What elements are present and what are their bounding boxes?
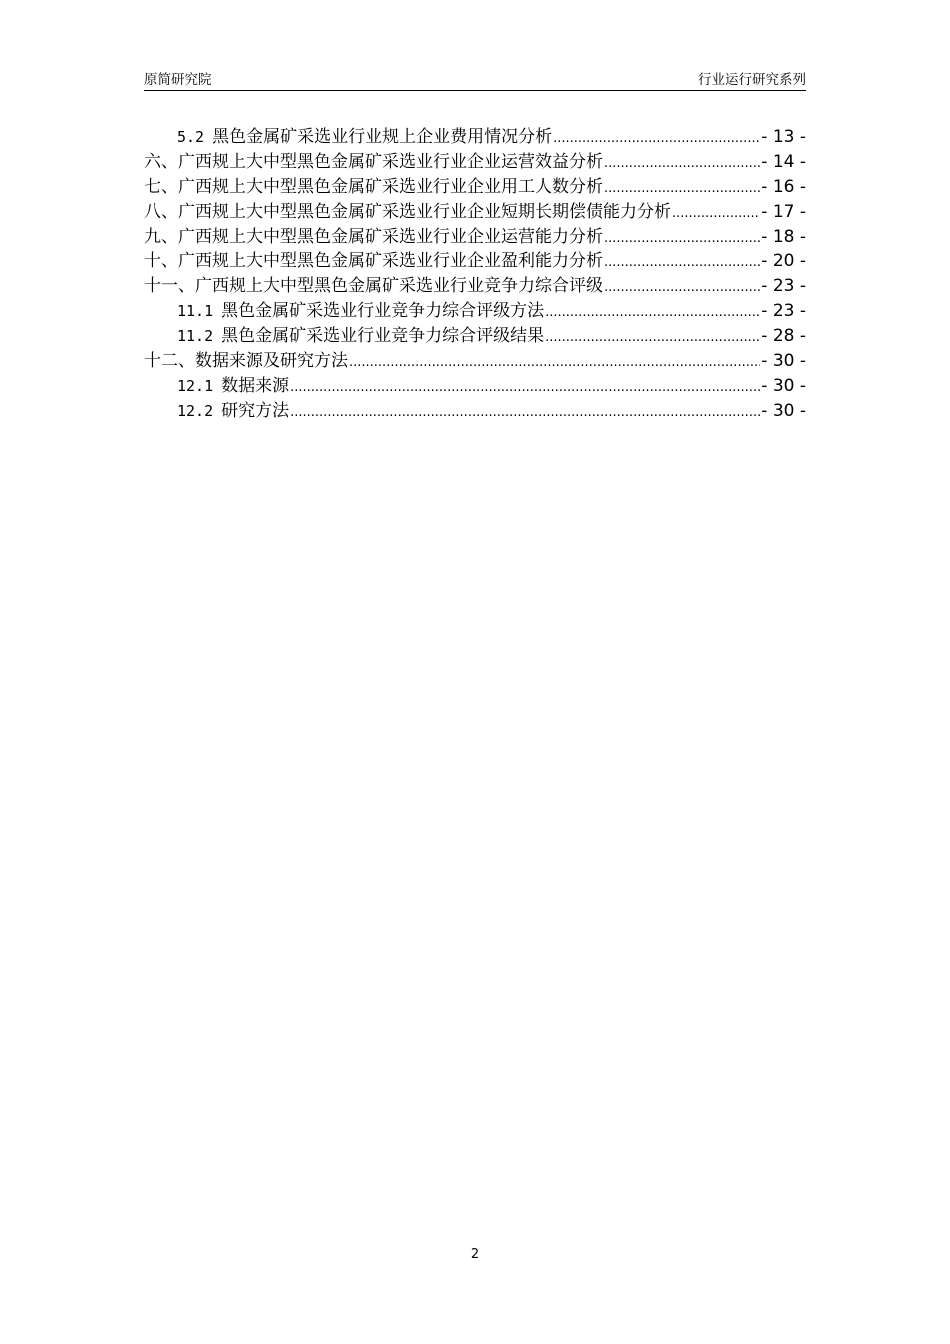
toc-entry[interactable] <box>144 150 806 175</box>
page-number: 2 <box>470 1247 480 1262</box>
toc-entry-title: 六、广西规上大中型黑色金属矿采选业行业企业运营效益分析 <box>144 151 603 172</box>
toc-entry[interactable] <box>144 399 806 424</box>
toc-entry-page: - 17 - <box>761 201 806 222</box>
toc-entry[interactable] <box>144 324 806 349</box>
toc-entry-number: 11.2 <box>177 327 214 346</box>
toc-entry-page: - 20 - <box>761 251 806 272</box>
toc-leader-dots <box>553 127 760 150</box>
toc-entry-page: - 30 - <box>761 351 806 372</box>
toc-entry-page: - 23 - <box>761 301 806 322</box>
toc-entry-title: 十一、广西规上大中型黑色金属矿采选业行业竞争力综合评级 <box>144 276 603 297</box>
toc-entry-title: 数据来源 <box>221 375 290 396</box>
toc-entry-title: 九、广西规上大中型黑色金属矿采选业行业企业运营能力分析 <box>144 226 603 247</box>
header-publisher: 原简研究院 <box>144 72 212 88</box>
toc-entry-page: - 30 - <box>761 375 806 396</box>
toc-entry-title: 十、广西规上大中型黑色金属矿采选业行业企业盈利能力分析 <box>144 251 603 272</box>
toc-entry-page: - 30 - <box>761 400 806 421</box>
toc-entry-title: 十二、数据来源及研究方法 <box>144 351 348 372</box>
toc-leader-dots <box>604 276 760 299</box>
toc-leader-dots <box>349 351 760 374</box>
toc-entry-title: 八、广西规上大中型黑色金属矿采选业行业企业短期长期偿债能力分析 <box>144 201 671 222</box>
toc-entry-number: 11.1 <box>177 302 214 321</box>
toc-entry-title: 黑色金属矿采选业行业竞争力综合评级结果 <box>221 326 545 347</box>
toc-leader-dots <box>290 401 760 424</box>
toc-entry-page: - 18 - <box>761 226 806 247</box>
toc-leader-dots <box>604 152 760 175</box>
toc-leader-dots <box>545 326 760 349</box>
toc-leader-dots <box>604 227 760 250</box>
toc-leader-dots <box>672 202 760 225</box>
toc-entry-title: 黑色金属矿采选业行业竞争力综合评级方法 <box>221 301 545 322</box>
toc-entry-page: - 14 - <box>761 151 806 172</box>
header-series: 行业运行研究系列 <box>698 72 806 88</box>
toc-entry[interactable] <box>144 374 806 399</box>
toc-leader-dots <box>604 177 760 200</box>
toc-leader-dots <box>604 251 760 274</box>
toc-leader-dots <box>290 376 760 399</box>
toc-entry-title: 研究方法 <box>221 400 290 421</box>
toc-entry[interactable] <box>144 349 806 374</box>
toc-entry-page: - 23 - <box>761 276 806 297</box>
toc-entry-title: 七、广西规上大中型黑色金属矿采选业行业企业用工人数分析 <box>144 176 603 197</box>
toc-entry[interactable] <box>144 249 806 274</box>
toc-entry-title: 黑色金属矿采选业行业规上企业费用情况分析 <box>212 127 553 147</box>
toc-entry[interactable] <box>144 200 806 225</box>
toc-entry[interactable] <box>144 175 806 200</box>
page-header <box>144 68 806 91</box>
toc-entry[interactable] <box>144 225 806 250</box>
toc-entry-page: - 13 - <box>761 127 806 147</box>
table-of-contents <box>144 125 806 424</box>
toc-entry-number: 5.2 <box>177 128 205 146</box>
toc-leader-dots <box>545 301 760 324</box>
toc-entry-number: 12.2 <box>177 401 214 420</box>
toc-entry-page: - 16 - <box>761 176 806 197</box>
toc-entry-number: 12.1 <box>177 376 214 395</box>
toc-entry[interactable] <box>144 125 806 150</box>
toc-entry[interactable] <box>144 274 806 299</box>
toc-entry[interactable] <box>144 299 806 324</box>
toc-entry-page: - 28 - <box>761 326 806 347</box>
